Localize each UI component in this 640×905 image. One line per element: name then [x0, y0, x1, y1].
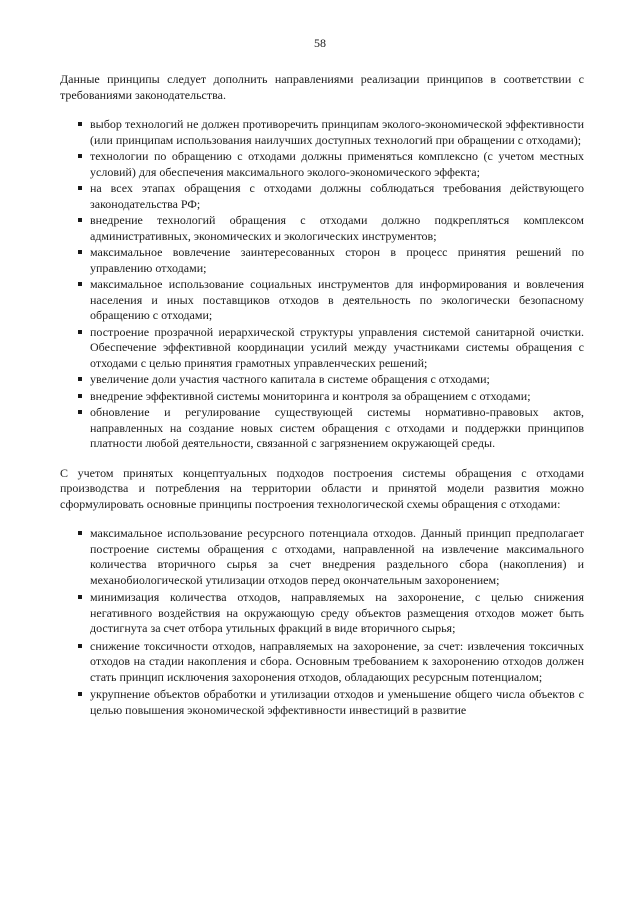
intro-paragraph: Данные принципы следует дополнить направлениями реализации принципов в соответствии с требованиями законодательства.	[60, 72, 584, 102]
bullet-square-icon	[78, 595, 82, 599]
list-item	[60, 277, 584, 324]
page-number: 58	[314, 36, 326, 50]
list-item-text: на всех этапах обращения с отходами должны соблюдаться требования действующего законодательства РФ;	[90, 181, 584, 211]
list-item-text: построение прозрачной иерархической структуры управления системой санитарной очистки. Обеспечение эффективной координации усилий между участниками системы обращения с отходами с целью принятия грамотных управленческих решений;	[90, 324, 584, 370]
bullet-square-icon	[78, 394, 82, 398]
list-item-text: внедрение технологий обращения с отходами должно подкрепляться комплексом административных, экономических и экологических инструментов;	[90, 213, 584, 243]
list-item	[60, 590, 584, 637]
list-item-text: выбор технологий не должен противоречить принципам эколого-экономической эффективности (или принципам использования наилучших доступных технологий при обращении с отходами);	[90, 117, 584, 147]
bullet-square-icon	[78, 122, 82, 126]
list-item-text: технологии по обращению с отходами должны применяться комплексно (с учетом местных условий) для обеспечения максимального эколого-экономического эффекта;	[90, 149, 584, 179]
principles-list-1	[60, 117, 584, 452]
list-item-text: снижение токсичности отходов, направляемых на захоронение, за счет: извлечения токсичных отходов на стадии накопления и сбора. Основным требованием к захоронению отходов должен стать принцип исключения захоронения отходов, обладающих ресурсным потенциалом;	[90, 638, 584, 684]
bullet-square-icon	[78, 377, 82, 381]
bullet-square-icon	[78, 410, 82, 414]
list-item	[60, 245, 584, 276]
principles-list-2	[60, 526, 584, 718]
list-item-text: максимальное использование социальных инструментов для информирования и вовлечения населения и иных поставщиков отходов в деятельность по экологически безопасному обращению с отходами;	[90, 277, 584, 322]
bullet-square-icon	[78, 154, 82, 158]
list-item	[60, 149, 584, 180]
list-item	[60, 526, 584, 588]
bullet-square-icon	[78, 218, 82, 222]
list-item	[60, 117, 584, 148]
list-item	[60, 687, 584, 718]
page-content	[60, 72, 584, 732]
list-item-text: внедрение эффективной системы мониторинга и контроля за обращением с отходами;	[90, 388, 531, 403]
bullet-square-icon	[78, 692, 82, 696]
bullet-square-icon	[78, 250, 82, 254]
bullet-square-icon	[78, 644, 82, 648]
bullet-square-icon	[78, 330, 82, 334]
list-item	[60, 372, 584, 388]
bullet-square-icon	[78, 531, 82, 535]
list-item-text: максимальное вовлечение заинтересованных сторон в процесс принятия решений по управлению отходами;	[90, 245, 584, 275]
bullet-square-icon	[78, 186, 82, 190]
list-item	[60, 213, 584, 244]
list-item-text: обновление и регулирование существующей системы нормативно-правовых актов, направленных на создание новых систем обращения с отходами и поддержки принципов платности любой деятельности, связанной с загрязнением окружающей среды.	[90, 405, 584, 450]
list-item-text: минимизация количества отходов, направляемых на захоронение, с целью снижения негативного воздействия на окружающую среду объектов размещения отходов может быть достигнута за счет отбора утильных фракций в виде вторичного сырья;	[90, 590, 584, 635]
list-item	[60, 181, 584, 212]
list-item	[60, 325, 584, 372]
list-item-text: увеличение доли участия частного капитала в системе обращения с отходами;	[90, 372, 490, 386]
list-item-text: максимальное использование ресурсного потенциала отходов. Данный принцип предполагает построение системы обращения с отходами, направленной на извлечение максимального количества вторичного сырья за счет внедрения раздельного сбора (накопления) и механобиологической утилизации отходов перед окончательным захоронением;	[90, 526, 584, 587]
second-paragraph: С учетом принятых концептуальных подходов построения системы обращения с отходами производства и потребления на территории области и принятой модели развития можно сформулировать основные принципы построения технологической схемы обращения с отходами:	[60, 465, 584, 511]
list-item	[60, 639, 584, 686]
list-item-text: укрупнение объектов обработки и утилизации отходов и уменьшение общего числа объектов с целью повышения экономической эффективности инвестиций в развитие	[90, 687, 584, 717]
list-item	[60, 405, 584, 452]
bullet-square-icon	[78, 282, 82, 286]
list-item	[60, 389, 584, 405]
